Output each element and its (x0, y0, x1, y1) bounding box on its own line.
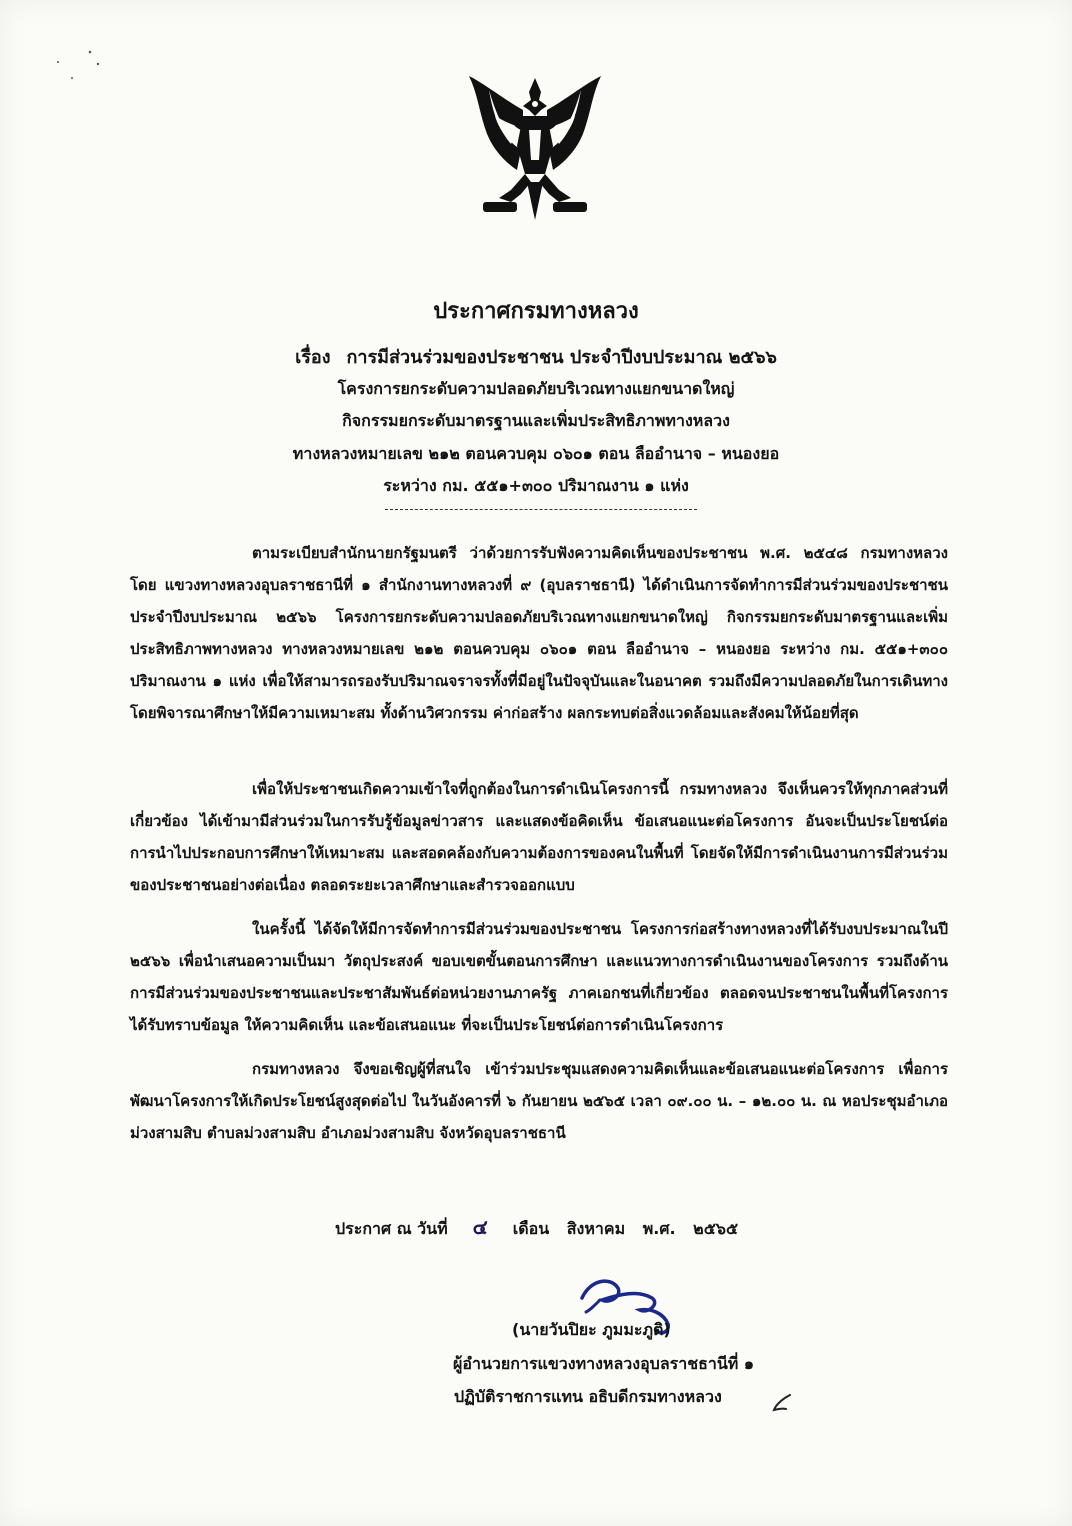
signer-name: (นายวันปิยะ ภูมมะภูติ) (512, 1320, 671, 1339)
body-paragraph-1: ตามระเบียบสำนักนายกรัฐมนตรี ว่าด้วยการรับฟังความคิดเห็นของประชาชน พ.ศ. ๒๕๔๘ กรมทางหลวง โดย แขวงทางหลวงอุบลราชธานีที่ ๑ สำนักงานทางหลวงที่ ๙ (อุบลราชธานี) ได้ดำเนินการจัดทำการมีส่วนร่วมของประชาชนประจำปีงบประมาณ ๒๕๖๖ โครงการยกระดับความปลอดภัยบริเวณทางแยกขนาดใหญ่ กิจกรรมยกระดับมาตรฐานและเพิ่มประสิทธิภาพทางหลวง ทางหลวงหมายเลข ๒๑๒ ตอนควบคุม ๐๖๐๑ ตอน ลืออำนาจ – หนองยอ ระหว่าง กม. ๕๕๑+๓๐๐ ปริมาณงาน ๑ แห่ง เพื่อให้สามารถรองรับปริมาณจราจรทั้งที่มีอยู่ในปัจจุบันและในอนาคต รวมถึงมีความปลอดภัยในการเดินทาง โดยพิจารณาศึกษาให้มีความเหมาะสม ทั้งด้านวิศวกรรม ค่าก่อสร้าง ผลกระทบต่อสิ่งแวดล้อมและสังคมให้น้อยที่สุด (130, 544, 948, 722)
announce-year: ๒๕๖๕ (693, 1219, 739, 1238)
scan-specks (50, 50, 130, 100)
initial-mark (770, 1392, 794, 1414)
announcement-date (335, 1211, 750, 1243)
body-paragraph-3: ในครั้งนี้ ได้จัดให้มีการจัดทำการมีส่วนร่วมของประชาชน โครงการก่อสร้างทางหลวงที่ได้รับงบประมาณในปี ๒๕๖๖ เพื่อนำเสนอความเป็นมา วัตถุประสงค์ ขอบเขตขั้นตอนการศึกษา และแนวทางการดำเนินงานของโครงการ รวมถึงด้านการมีส่วนร่วมของประชาชนและประชาสัมพันธ์ต่อหน่วยงานภาครัฐ ภาคเอกชนที่เกี่ยวข้อง ตลอดจนประชาชนในพื้นที่โครงการ ได้รับทราบข้อมูล ให้ความคิดเห็น และข้อเสนอแนะ ที่จะเป็นประโยชน์ต่อการดำเนินโครงการ (130, 920, 948, 1034)
location-line: ระหว่าง กม. ๕๕๑+๓๐๐ ปริมาณงาน ๑ แห่ง (383, 476, 689, 495)
subject-line (0, 342, 1072, 371)
signer-position: ผู้อำนวยการแขวงทางหลวงอุบลราชธานีที่ ๑ (453, 1354, 755, 1373)
announce-month: สิงหาคม (566, 1219, 626, 1238)
document-title: ประกาศกรมทางหลวง (433, 299, 639, 324)
subject-label: เรื่อง (295, 347, 331, 368)
announce-year-label: พ.ศ. (642, 1219, 676, 1238)
announce-month-label: เดือน (512, 1219, 550, 1238)
signer-acting-for: ปฏิบัติราชการแทน อธิบดีกรมทางหลวง (454, 1387, 722, 1406)
announce-prefix: ประกาศ ณ วันที่ (335, 1219, 448, 1238)
garuda-emblem-icon (455, 70, 615, 240)
body-paragraph-4: กรมทางหลวง จึงขอเชิญผู้ที่สนใจ เข้าร่วมประชุมแสดงความคิดเห็นและข้อเสนอแนะต่อโครงการ เพื่อการพัฒนาโครงการให้เกิดประโยชน์สูงสุดต่อไป ในวันอังคารที่ ๖ กันยายน ๒๕๖๕ เวลา ๐๙.๐๐ น. – ๑๒.๐๐ น. ณ หอประชุมอำเภอม่วงสามสิบ ตำบลม่วงสามสิบ อำเภอม่วงสามสิบ จังหวัดอุบลราชธานี (130, 1060, 948, 1142)
project-name-line: โครงการยกระดับความปลอดภัยบริเวณทางแยกขนาดใหญ่ (337, 379, 735, 398)
highway-line: ทางหลวงหมายเลข ๒๑๒ ตอนควบคุม ๐๖๐๑ ตอน ลืออำนาจ – หนองยอ (292, 444, 780, 463)
subject-text: การมีส่วนร่วมของประชาชน ประจำปีงบประมาณ ๒๕๖๖ (346, 347, 777, 368)
header-divider (385, 509, 697, 510)
activity-line: กิจกรรมยกระดับมาตรฐานและเพิ่มประสิทธิภาพทางหลวง (342, 411, 730, 430)
body-paragraph-2: เพื่อให้ประชาชนเกิดความเข้าใจที่ถูกต้องในการดำเนินโครงการนี้ กรมทางหลวง จึงเห็นควรให้ทุกภาคส่วนที่เกี่ยวข้อง ได้เข้ามามีส่วนร่วมในการรับรู้ข้อมูลข่าวสาร และแสดงข้อคิดเห็น ข้อเสนอแนะต่อโครงการ อันจะเป็นประโยชน์ต่อการนำไปประกอบการศึกษาให้เหมาะสม และสอดคล้องกับความต้องการของคนในพื้นที่ โดยจัดให้มีการดำเนินงานการมีส่วนร่วมของประชาชนอย่างต่อเนื่อง ตลอดระยะเวลาศึกษาและสำรวจออกแบบ (130, 780, 948, 894)
announce-day: ๔ (472, 1215, 488, 1239)
